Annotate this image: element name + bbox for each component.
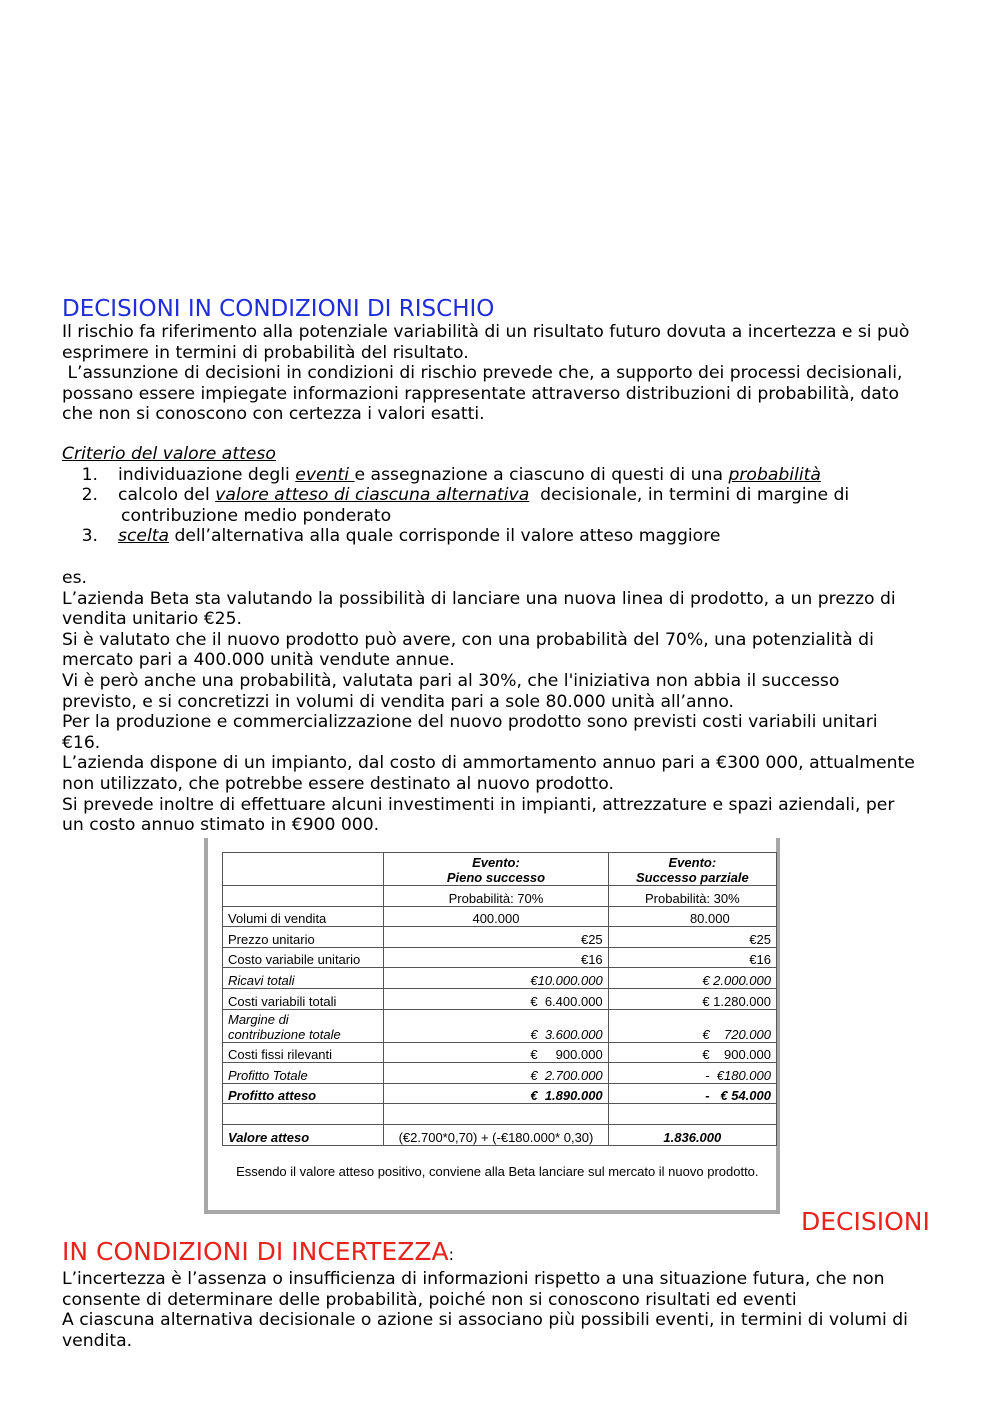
text-line: vendita. [62, 1330, 133, 1351]
risk-paragraph-1 [62, 322, 909, 425]
text-line: Il rischio fa riferimento alla potenziale variabilità di un risultato futuro dovuta a incertezza e si può [62, 322, 910, 342]
step-emphasis: probabilità [728, 464, 821, 485]
text-line: L’incertezza è l’assenza o insufficienza di informazioni rispetto a una situazione futura, che non [62, 1269, 885, 1289]
text-line: Si prevede inoltre di effettuare alcuni investimenti in impianti, attrezzature e spazi aziendali, per [62, 794, 895, 815]
uncertainty-paragraphs [62, 1269, 908, 1351]
table-note: Essendo il valore atteso positivo, conviene alla Beta lanciare sul mercato il nuovo prodotto. [236, 1164, 759, 1179]
table-cell: € 2.000.000 [608, 968, 776, 989]
prob-2: Probabilità: 30% [608, 886, 776, 907]
uncertainty-heading-part-2 [62, 1238, 454, 1266]
table-cell: €25 [384, 927, 608, 948]
table-row [223, 1124, 777, 1145]
table-cell: €16 [384, 947, 608, 968]
text-line: possano essere impiegate informazioni rappresentate attraverso distribuzioni di probabilità, dato [62, 383, 900, 404]
text-line: esprimere in termini di probabilità del risultato. [62, 342, 469, 363]
text-line: consente di determinare delle probabilità, poiché non si conoscono risultati ed eventi [62, 1289, 797, 1310]
text-line: mercato pari a 400.000 unità vendute annue. [62, 650, 455, 671]
step-text: individuazione degli [118, 464, 296, 485]
table-cell: €25 [608, 927, 776, 948]
step-text: calcolo del [118, 485, 216, 506]
uncertainty-heading-part-1: DECISIONI [801, 1207, 930, 1236]
row-label: Margine di contribuzione totale [223, 1009, 384, 1042]
table-row [223, 1083, 777, 1104]
table-cell: € 1.280.000 [608, 988, 776, 1009]
row-label: Costo variabile unitario [223, 947, 384, 968]
step-text: dell’alternativa alla quale corrisponde il valore atteso maggiore [169, 526, 721, 547]
table-row [223, 1104, 777, 1125]
text-line: vendita unitario €25. [62, 609, 242, 630]
table-row [223, 927, 777, 948]
step-number: 2. [81, 485, 98, 506]
criterion-step-2 [62, 485, 849, 506]
table-cell: 400.000 [384, 906, 608, 927]
example-block [62, 568, 915, 836]
embedded-table-image [204, 838, 780, 1214]
table-cell: 80.000 [608, 906, 776, 927]
prob-1: Probabilità: 70% [384, 886, 608, 907]
row-label: Volumi di vendita [223, 906, 384, 927]
text-line: es. [62, 568, 87, 588]
table-row [223, 886, 777, 907]
text-line: L’azienda dispone di un impianto, dal costo di ammortamento annuo pari a €300 000, attualmente [62, 753, 915, 774]
risk-heading: DECISIONI IN CONDIZIONI DI RISCHIO [62, 296, 495, 322]
table-cell: € 720.000 [608, 1009, 776, 1042]
table-row [223, 947, 777, 968]
row-label: Profitto Totale [223, 1063, 384, 1084]
step-number: 3. [81, 526, 98, 547]
row-label: Costi fissi rilevanti [223, 1042, 384, 1063]
table-cell [384, 1104, 608, 1125]
table-cell: € 1.890.000 [384, 1083, 608, 1104]
table-row [223, 1009, 777, 1042]
text-line: che non si conoscono con certezza i valori esatti. [62, 404, 485, 425]
table-row [223, 1063, 777, 1084]
table-cell [223, 853, 384, 886]
row-label: Ricavi totali [223, 968, 384, 989]
step-text: e assegnazione a ciascuno di questi di una [354, 464, 729, 485]
table-row [223, 968, 777, 989]
table-row [223, 988, 777, 1009]
text-line: previsto, e si concretizzi in volumi di vendita pari a sole 80.000 unità all’anno. [62, 691, 734, 712]
table-cell: € 900.000 [384, 1042, 608, 1063]
text-line: Si è valutato che il nuovo prodotto può avere, con una probabilità del 70%, una potenzialità di [62, 629, 874, 650]
heading-colon: : [448, 1245, 454, 1264]
table-cell: € 900.000 [608, 1042, 776, 1063]
criterion-block [62, 444, 849, 547]
text-line: L’azienda Beta sta valutando la possibilità di lanciare una nuova linea di prodotto, a un prezzo di [62, 588, 896, 609]
heading-text: IN CONDIZIONI DI INCERTEZZA [62, 1237, 449, 1266]
table-cell: - € 54.000 [608, 1083, 776, 1104]
criterion-step-3 [62, 526, 849, 547]
text-line: Per la produzione e commercializzazione del nuovo prodotto sono previsti costi variabili unitari [62, 712, 878, 733]
header-event-2: Evento: Successo parziale [608, 853, 776, 886]
table-cell: €16 [608, 947, 776, 968]
table-cell: 1.836.000 [608, 1124, 776, 1145]
table-cell: (€2.700*0,70) + (-€180.000* 0,30) [384, 1124, 608, 1145]
step-number: 1. [81, 464, 98, 485]
text-line: €16. [62, 732, 101, 753]
table-row [223, 906, 777, 927]
step-emphasis: scelta [118, 526, 170, 547]
table-cell: - €180.000 [608, 1063, 776, 1084]
table-cell: €10.000.000 [384, 968, 608, 989]
row-label: Costi variabili totali [223, 988, 384, 1009]
table-cell: € 2.700.000 [384, 1063, 608, 1084]
step-emphasis: valore atteso di ciascuna alternativa [215, 485, 530, 506]
step-continuation: contribuzione medio ponderato [121, 505, 392, 526]
text-line: L’assunzione di decisioni in condizioni di rischio prevede che, a supporto dei processi decisionali, [62, 363, 903, 384]
step-emphasis: eventi [295, 464, 355, 485]
row-label: Profitto atteso [223, 1083, 384, 1104]
text-line: A ciascuna alternativa decisionale o azione si associano più possibili eventi, in termini di volumi di [62, 1310, 908, 1331]
step-text: decisionale, in termini di margine di [529, 485, 850, 506]
expected-value-table [222, 852, 777, 1146]
text-line: non utilizzato, che potrebbe essere destinato al nuovo prodotto. [62, 773, 614, 794]
table-cell: € 3.600.000 [384, 1009, 608, 1042]
table-row [223, 853, 777, 886]
table-row [223, 1042, 777, 1063]
criterion-title: Criterio del valore atteso [62, 444, 276, 464]
table-cell [223, 1104, 384, 1125]
text-line: Vi è però anche una probabilità, valutata pari al 30%, che l'iniziativa non abbia il successo [62, 670, 840, 691]
table-cell [608, 1104, 776, 1125]
header-event-1: Evento: Pieno successo [384, 853, 608, 886]
row-label: Valore atteso [223, 1124, 384, 1145]
row-label: Prezzo unitario [223, 927, 384, 948]
criterion-step-1 [62, 465, 849, 486]
table-cell [223, 886, 384, 907]
text-line: un costo annuo stimato in €900 000. [62, 815, 380, 836]
table-cell: € 6.400.000 [384, 988, 608, 1009]
